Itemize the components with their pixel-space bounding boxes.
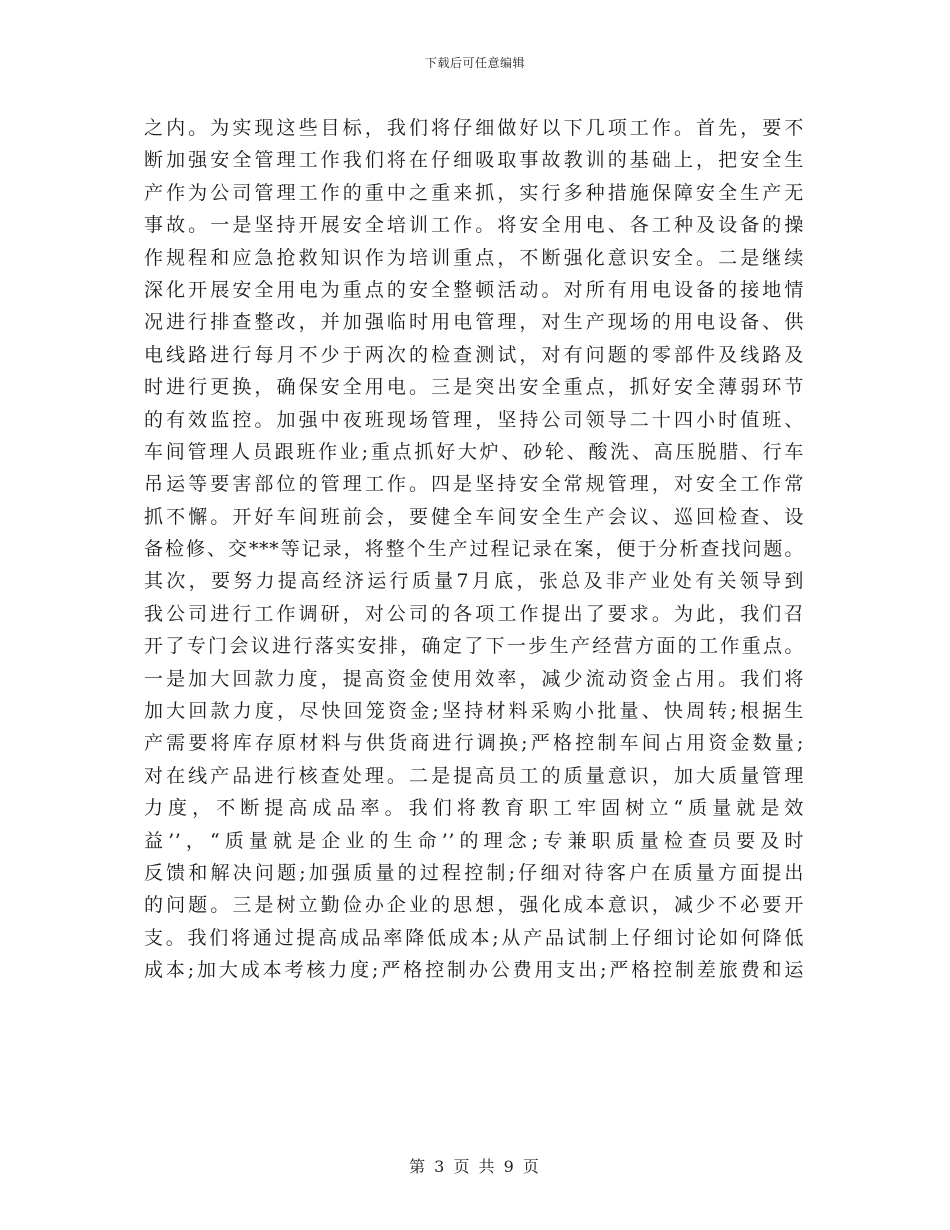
text-line: 时进行更换，确保安全用电。三是突出安全重点，抓好安全薄弱环节 xyxy=(144,376,804,399)
text-line: 况进行排查整改，并加强临时用电管理，对生产现场的用电设备、供 xyxy=(144,311,804,334)
document-body xyxy=(144,112,804,987)
text-line: 力度，不断提高成品率。我们将教育职工牢固树立“质量就是效 xyxy=(144,797,804,820)
text-line: 车间管理人员跟班作业;重点抓好大炉、砂轮、酸洗、高压脱腊、行车 xyxy=(144,440,804,463)
text-line: 开了专门会议进行落实安排，确定了下一步生产经营方面的工作重点。 xyxy=(144,635,804,658)
text-line: 事故。一是坚持开展安全培训工作。将安全用电、各工种及设备的操 xyxy=(144,214,804,237)
text-line: 支。我们将通过提高成品率降低成本;从产品试制上仔细讨论如何降低 xyxy=(144,926,804,949)
text-line: 作规程和应急抢救知识作为培训重点，不断强化意识安全。二是继续 xyxy=(144,246,804,269)
text-line: 抓不懈。开好车间班前会，要健全车间安全生产会议、巡回检查、设 xyxy=(144,505,804,528)
text-line: 备检修、交***等记录，将整个生产过程记录在案，便于分析查找问题。 xyxy=(144,538,804,561)
text-line: 反馈和解决问题;加强质量的过程控制;仔细对待客户在质量方面提出 xyxy=(144,861,804,884)
page-header-note: 下载后可任意编辑 xyxy=(424,56,525,70)
text-line: 对在线产品进行核查处理。二是提高员工的质量意识，加大质量管理 xyxy=(144,764,804,787)
page-number: 第 3 页 共 9 页 xyxy=(409,1157,541,1176)
text-line: 加大回款力度，尽快回笼资金;坚持材料采购小批量、快周转;根据生 xyxy=(144,700,804,723)
text-line: 断加强安全管理工作我们将在仔细吸取事故教训的基础上，把安全生 xyxy=(144,149,804,172)
text-line: 电线路进行每月不少于两次的检查测试，对有问题的零部件及线路及 xyxy=(144,343,804,366)
text-line: 其次，要努力提高经济运行质量7月底，张总及非产业处有关领导到 xyxy=(144,570,804,593)
text-line: 一是加大回款力度，提高资金使用效率，减少流动资金占用。我们将 xyxy=(144,667,804,690)
text-line: 我公司进行工作调研，对公司的各项工作提出了要求。为此，我们召 xyxy=(144,602,804,625)
text-line: 益’’，“质量就是企业的生命’’的理念;专兼职质量检查员要及时 xyxy=(144,829,804,852)
text-line: 深化开展安全用电为重点的安全整顿活动。对所有用电设备的接地情 xyxy=(144,278,804,301)
text-line: 的问题。三是树立勤俭办企业的思想，强化成本意识，减少不必要开 xyxy=(144,894,804,917)
text-line: 产作为公司管理工作的重中之重来抓，实行多种措施保障安全生产无 xyxy=(144,181,804,204)
text-line: 产需要将库存原材料与供货商进行调换;严格控制车间占用资金数量; xyxy=(144,732,804,755)
text-line: 的有效监控。加强中夜班现场管理，坚持公司领导二十四小时值班、 xyxy=(144,408,804,431)
text-line: 吊运等要害部位的管理工作。四是坚持安全常规管理，对安全工作常 xyxy=(144,473,804,496)
text-line: 成本;加大成本考核力度;严格控制办公费用支出;严格控制差旅费和运 xyxy=(144,959,804,982)
text-line: 之内。为实现这些目标，我们将仔细做好以下几项工作。首先，要不 xyxy=(144,117,804,139)
